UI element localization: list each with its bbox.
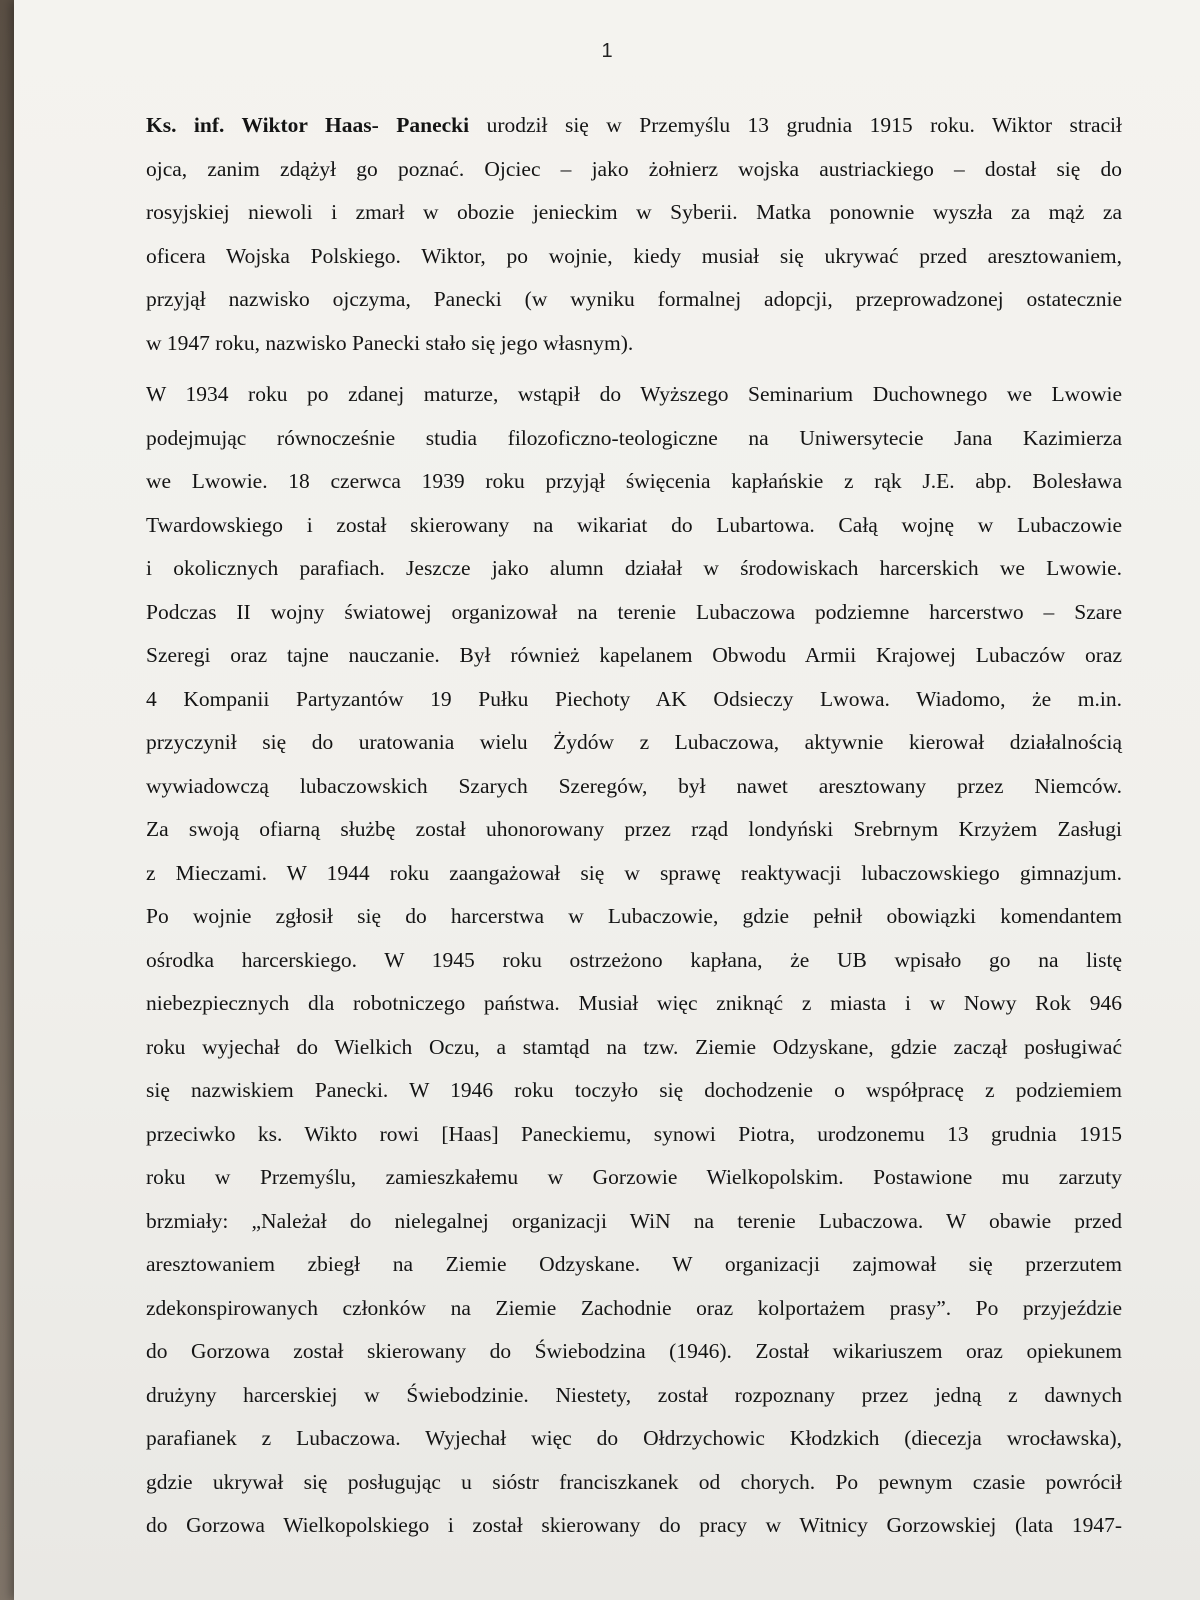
text-line: roku wyjechał do Wielkich Oczu, a stamtąd na tzw. Ziemie Odzyskane, gdzie zaczął posługiwać (146, 1034, 1122, 1059)
text-line: drużyny harcerskiej w Świebodzinie. Niestety, został rozpoznany przez jedną z dawnych (146, 1382, 1122, 1407)
text-line: we Lwowie. 18 czerwca 1939 roku przyjął święcenia kapłańskie z rąk J.E. abp. Bolesława (146, 469, 1122, 493)
text-line: ośrodka harcerskiego. W 1945 roku ostrzeżono kapłana, że UB wpisało go na listę (146, 947, 1122, 972)
text-line: i okolicznych parafiach. Jeszcze jako alumn działał w środowiskach harcerskich we Lwowie. (146, 556, 1122, 580)
page-number: 1 (601, 40, 613, 62)
author-name: Ks. inf. Wiktor Haas- Panecki (146, 113, 470, 137)
text-line: do Gorzowa został skierowany do Świebodzina (1946). Został wikariuszem oraz opiekunem (146, 1339, 1122, 1363)
text-line: roku w Przemyślu, zamieszkałemu w Gorzowie Wielkopolskim. Postawione mu zarzuty (146, 1165, 1122, 1189)
text-line: Po wojnie zgłosił się do harcerstwa w Lubaczowie, gdzie pełnił obowiązki komendantem (146, 904, 1122, 928)
text-line: W 1934 roku po zdanej maturze, wstąpił do Wyższego Seminarium Duchownego we Lwowie (146, 382, 1122, 406)
text-line: brzmiały: „Należał do nielegalnej organizacji WiN na terenie Lubaczowa. W obawie przed (146, 1208, 1122, 1233)
text-line-content: urodził się w Przemyślu 13 grudnia 1915 roku. Wiktor stracił (486, 113, 1122, 137)
paragraph-1 (146, 104, 1122, 365)
text-line: Twardowskiego i został skierowany na wikariat do Lubartowa. Całą wojnę w Lubaczowie (146, 512, 1122, 537)
text-line: niebezpiecznych dla robotniczego państwa. Musiał więc zniknąć z miasta i w Nowy Rok 946 (146, 991, 1122, 1015)
text-line: przeciwko ks. Wikto rowi [Haas] Paneckiemu, synowi Piotra, urodzonemu 13 grudnia 1915 (146, 1121, 1122, 1146)
text-line: aresztowaniem zbiegł na Ziemie Odzyskane. W organizacji zajmował się przerzutem (146, 1252, 1122, 1276)
text-line: w 1947 roku, nazwisko Panecki stało się jego własnym). (146, 330, 634, 355)
text-line: ojca, zanim zdążył go poznać. Ojciec – jako żołnierz wojska austriackiego – dostał się do (146, 156, 1122, 181)
document-page (14, 0, 1200, 1600)
text-line: Za swoją ofiarną służbę został uhonorowany przez rząd londyński Srebrnym Krzyżem Zasługi (146, 817, 1122, 841)
paragraph-2 (146, 373, 1122, 1548)
text-line: do Gorzowa Wielkopolskiego i został skierowany do pracy w Witnicy Gorzowskiej (lata 1947- (146, 1513, 1122, 1537)
text-line: rosyjskiej niewoli i zmarł w obozie jenieckim w Syberii. Matka ponownie wyszła za mąż za (146, 200, 1122, 224)
text-line: z Mieczami. W 1944 roku zaangażował się w sprawę reaktywacji lubaczowskiego gimnazjum. (146, 860, 1122, 885)
paragraph-gap (146, 365, 1122, 373)
text-line: zdekonspirowanych członków na Ziemie Zachodnie oraz kolportażem prasy”. Po przyjeździe (146, 1295, 1122, 1320)
text-line: przyczynił się do uratowania wielu Żydów z Lubaczowa, aktywnie kierował działalnością (146, 730, 1122, 754)
text-line: Szeregi oraz tajne nauczanie. Był również kapelanem Obwodu Armii Krajowej Lubaczów oraz (146, 643, 1122, 667)
text-line: oficera Wojska Polskiego. Wiktor, po wojnie, kiedy musiał się ukrywać przed aresztowaniem, (146, 243, 1122, 268)
text-line: się nazwiskiem Panecki. W 1946 roku toczyło się dochodzenie o współpracę z podziemiem (146, 1078, 1122, 1102)
text-line: gdzie ukrywał się posługując u sióstr franciszkanek od chorych. Po pewnym czasie powrócił (146, 1469, 1122, 1494)
text-line (146, 104, 1122, 148)
document-body (146, 104, 1122, 1548)
text-line: parafianek z Lubaczowa. Wyjechał więc do Ołdrzychowic Kłodzkich (diecezja wrocławska), (146, 1426, 1122, 1450)
text-line: 4 Kompanii Partyzantów 19 Pułku Piechoty AK Odsieczy Lwowa. Wiadomo, że m.in. (146, 686, 1122, 711)
text-line: podejmując równocześnie studia filozoficzno-teologiczne na Uniwersytecie Jana Kazimierza (146, 425, 1122, 450)
text-line: przyjął nazwisko ojczyma, Panecki (w wyniku formalnej adopcji, przeprowadzonej ostatecznie (146, 287, 1122, 311)
text-line: Podczas II wojny światowej organizował na terenie Lubaczowa podziemne harcerstwo – Szare (146, 599, 1122, 624)
text-line: wywiadowczą lubaczowskich Szarych Szeregów, był nawet aresztowany przez Niemców. (146, 773, 1122, 798)
